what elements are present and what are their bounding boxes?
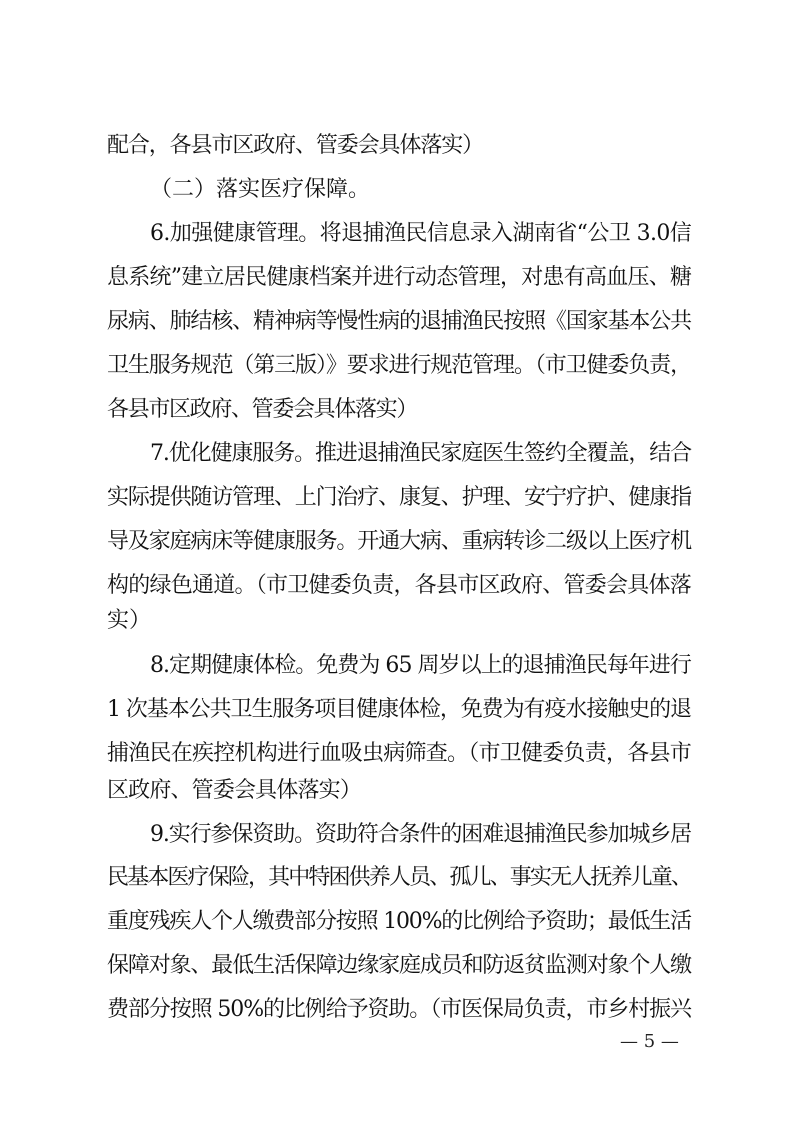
text-line: 尿病、肺结核、精神病等慢性病的退捕渔民按照《国家基本公共 [107, 309, 691, 334]
text-line: 导及家庭病床等健康服务。开通大病、重病转诊二级以上医疗机 [107, 529, 691, 554]
text-line: 1 次基本公共卫生服务项目健康体检，免费为有疫水接触史的退 [107, 697, 691, 722]
text-line: 实） [107, 608, 152, 633]
section-heading: （二）落实医疗保障。 [150, 177, 371, 202]
text-line: 保障对象、最低生活保障边缘家庭成员和防返贫监测对象个人缴 [107, 953, 691, 978]
text-line: 各县市区政府、管委会具体落实） [107, 397, 418, 422]
page-number: — 5 — [620, 1031, 679, 1052]
text-line: 构的绿色通道。（市卫健委负责，各县市区政府、管委会具体落 [107, 573, 692, 598]
text-line: 费部分按照 50%的比例给予资助。（市医保局负责，市乡村振兴 [107, 997, 691, 1022]
text-line: 息系统”建立居民健康档案并进行动态管理，对患有高血压、糖 [107, 265, 692, 290]
text-line: 重度残疾人个人缴费部分按照 100%的比例给予资助；最低生活 [107, 909, 691, 934]
text-line: 区政府、管委会具体落实） [107, 778, 362, 803]
text-line: 7.优化健康服务。推进退捕渔民家庭医生签约全覆盖，结合 [150, 441, 691, 466]
text-line: 捕渔民在疾控机构进行血吸虫病筛查。（市卫健委负责，各县市 [107, 741, 692, 766]
text-line: 卫生服务规范（第三版）》要求进行规范管理。（市卫健委负责， [107, 353, 692, 378]
text-line: 9.实行参保资助。资助符合条件的困难退捕渔民参加城乡居 [150, 822, 691, 847]
text-line: 8.定期健康体检。免费为 65 周岁以上的退捕渔民每年进行 [150, 653, 691, 678]
text-line: 民基本医疗保险，其中特困供养人员、孤儿、事实无人抚养儿童、 [107, 865, 692, 890]
text-line: 实际提供随访管理、上门治疗、康复、护理、安宁疗护、健康指 [107, 485, 691, 510]
text-line: 配合，各县市区政府、管委会具体落实） [107, 133, 484, 158]
text-line: 6.加强健康管理。将退捕渔民信息录入湖南省“公卫 3.0信 [150, 221, 692, 246]
